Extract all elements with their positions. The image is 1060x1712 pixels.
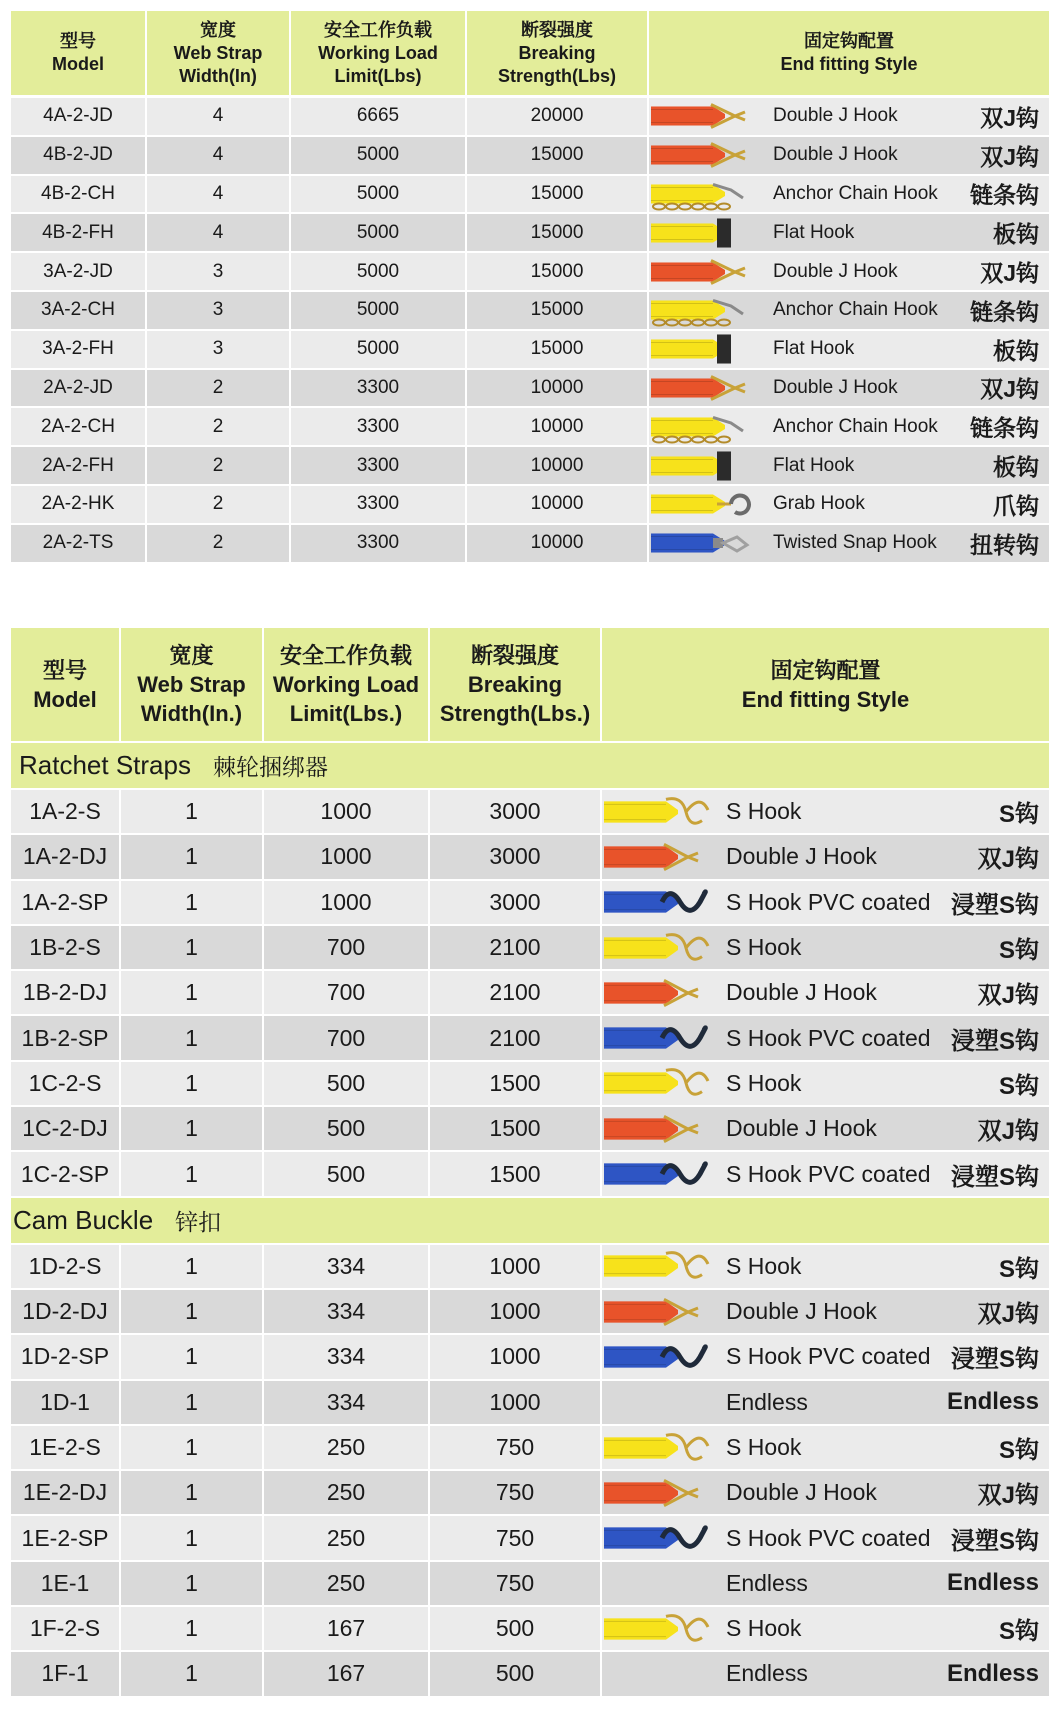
table-row bbox=[11, 1607, 1049, 1652]
cell-width: 1 bbox=[121, 1471, 264, 1514]
cell-working-load: 3300 bbox=[291, 525, 467, 562]
snap-strap-icon bbox=[651, 526, 763, 560]
end-fitting-cn: S钩 bbox=[998, 1072, 1039, 1100]
cell-end-fitting bbox=[602, 1152, 1049, 1195]
end-fitting-cn: 浸塑S钩 bbox=[950, 1163, 1039, 1191]
end-fitting-cn: 浸塑S钩 bbox=[950, 891, 1039, 919]
cell-width: 1 bbox=[121, 971, 264, 1014]
end-fitting-cn: Endless bbox=[946, 1659, 1039, 1687]
cell-end-fitting bbox=[649, 447, 1049, 484]
end-fitting-en: S Hook PVC coated bbox=[726, 1160, 931, 1187]
cell-working-load: 500 bbox=[264, 1152, 430, 1195]
cell-working-load: 700 bbox=[264, 926, 430, 969]
cell-width: 2 bbox=[147, 525, 291, 562]
table-row bbox=[11, 1062, 1049, 1107]
cell-end-fitting bbox=[602, 790, 1049, 833]
cell-end-fitting bbox=[649, 253, 1049, 290]
table-row bbox=[11, 331, 1049, 370]
cell-width: 1 bbox=[121, 1152, 264, 1195]
chain-strap-icon bbox=[651, 410, 763, 444]
cell-width: 1 bbox=[121, 1607, 264, 1650]
double-j-strap-icon bbox=[651, 138, 763, 172]
end-fitting-cn: 板钩 bbox=[993, 337, 1039, 364]
cell-breaking-strength: 10000 bbox=[467, 370, 649, 407]
section-title-en: Ratchet Straps bbox=[19, 750, 191, 780]
table-row bbox=[11, 1381, 1049, 1426]
header-model: 型号 Model bbox=[11, 628, 121, 741]
end-fitting-en: Grab Hook bbox=[773, 493, 865, 515]
cell-model: 1E-2-S bbox=[11, 1426, 121, 1469]
cell-end-fitting bbox=[602, 1426, 1049, 1469]
s-strap-icon bbox=[604, 1610, 716, 1648]
table-row bbox=[11, 1652, 1049, 1697]
cell-working-load: 250 bbox=[264, 1562, 430, 1605]
header-breaking-strength: 断裂强度 Breaking Strength(Lbs.) bbox=[430, 628, 602, 741]
end-fitting-en: Double J Hook bbox=[773, 376, 898, 398]
table-row bbox=[11, 1016, 1049, 1061]
cell-model: 1A-2-S bbox=[11, 790, 121, 833]
table-row bbox=[11, 835, 1049, 880]
cell-width: 2 bbox=[147, 408, 291, 445]
cell-breaking-strength: 750 bbox=[430, 1516, 602, 1559]
cell-breaking-strength: 15000 bbox=[467, 214, 649, 251]
end-fitting-cn: 链条钩 bbox=[970, 298, 1039, 325]
cell-working-load: 3300 bbox=[291, 447, 467, 484]
s-pvc-strap-icon bbox=[604, 1519, 716, 1557]
cell-end-fitting bbox=[649, 486, 1049, 523]
table-row bbox=[11, 790, 1049, 835]
cell-model: 1E-2-SP bbox=[11, 1516, 121, 1559]
cell-model: 3A-2-JD bbox=[11, 253, 147, 290]
double-j-strap-icon bbox=[651, 99, 763, 133]
cell-width: 4 bbox=[147, 214, 291, 251]
table-row bbox=[11, 1107, 1049, 1152]
end-fitting-cn: S钩 bbox=[998, 1437, 1039, 1464]
cell-breaking-strength: 750 bbox=[430, 1562, 602, 1605]
cell-breaking-strength: 500 bbox=[430, 1607, 602, 1650]
table-row bbox=[11, 525, 1049, 564]
cell-end-fitting bbox=[602, 971, 1049, 1014]
end-fitting-en: Double J Hook bbox=[726, 1115, 877, 1142]
cell-model: 2A-2-CH bbox=[11, 408, 147, 445]
cell-working-load: 250 bbox=[264, 1471, 430, 1514]
end-fitting-cn: 浸塑S钩 bbox=[950, 1527, 1039, 1555]
cell-width: 4 bbox=[147, 176, 291, 213]
cell-end-fitting bbox=[649, 408, 1049, 445]
end-fitting-en: S Hook bbox=[726, 1615, 802, 1642]
end-fitting-en: Flat Hook bbox=[773, 338, 855, 360]
cell-model: 4B-2-CH bbox=[11, 176, 147, 213]
cell-working-load: 334 bbox=[264, 1335, 430, 1378]
cell-model: 4B-2-JD bbox=[11, 137, 147, 174]
double-j-strap-icon bbox=[604, 1293, 716, 1331]
end-fitting-en: Double J Hook bbox=[726, 843, 877, 870]
cell-width: 1 bbox=[121, 1426, 264, 1469]
table-row bbox=[11, 214, 1049, 253]
end-fitting-en: S Hook PVC coated bbox=[726, 1024, 931, 1051]
cell-end-fitting bbox=[602, 1335, 1049, 1378]
cell-breaking-strength: 15000 bbox=[467, 137, 649, 174]
s-strap-icon bbox=[604, 929, 716, 967]
section-title-en: Cam Buckle bbox=[13, 1204, 154, 1235]
cell-working-load: 500 bbox=[264, 1107, 430, 1150]
end-fitting-cn: 链条钩 bbox=[970, 182, 1039, 209]
cell-end-fitting bbox=[602, 1107, 1049, 1150]
end-fitting-cn: 链条钩 bbox=[970, 415, 1039, 442]
cell-working-load: 167 bbox=[264, 1652, 430, 1695]
double-j-strap-icon bbox=[651, 371, 763, 405]
cell-model: 3A-2-FH bbox=[11, 331, 147, 368]
table-row bbox=[11, 98, 1049, 137]
end-fitting-en: Flat Hook bbox=[773, 221, 855, 243]
end-fitting-en: S Hook PVC coated bbox=[726, 888, 931, 915]
end-fitting-cn: 浸塑S钩 bbox=[950, 1027, 1039, 1055]
end-fitting-cn: 双J钩 bbox=[977, 1301, 1039, 1329]
table-row bbox=[11, 1152, 1049, 1197]
cell-end-fitting bbox=[602, 1607, 1049, 1650]
s-pvc-strap-icon bbox=[604, 1338, 716, 1376]
table-row bbox=[11, 926, 1049, 971]
table-row bbox=[11, 1471, 1049, 1516]
end-fitting-cn: S钩 bbox=[998, 1618, 1039, 1646]
cell-model: 1E-1 bbox=[11, 1562, 121, 1605]
end-fitting-cn: 双J钩 bbox=[980, 104, 1039, 131]
cell-end-fitting bbox=[602, 1381, 1049, 1424]
cell-width: 1 bbox=[121, 926, 264, 969]
cell-breaking-strength: 2100 bbox=[430, 1016, 602, 1059]
cell-working-load: 5000 bbox=[291, 253, 467, 290]
cell-breaking-strength: 3000 bbox=[430, 835, 602, 878]
header-breaking-strength: 断裂强度 Breaking Strength(Lbs) bbox=[467, 11, 649, 95]
cell-model: 1F-1 bbox=[11, 1652, 121, 1695]
table-row bbox=[11, 253, 1049, 292]
chain-strap-icon bbox=[651, 177, 763, 211]
cell-working-load: 700 bbox=[264, 971, 430, 1014]
cell-end-fitting bbox=[649, 98, 1049, 135]
flat-strap-icon bbox=[651, 332, 763, 366]
table-body bbox=[11, 98, 1049, 564]
cell-breaking-strength: 20000 bbox=[467, 98, 649, 135]
spec-table-light-duty bbox=[11, 628, 1049, 1698]
cell-breaking-strength: 750 bbox=[430, 1471, 602, 1514]
cell-working-load: 250 bbox=[264, 1516, 430, 1559]
cell-working-load: 6665 bbox=[291, 98, 467, 135]
cell-width: 1 bbox=[121, 1107, 264, 1150]
cell-working-load: 334 bbox=[264, 1245, 430, 1288]
header-width: 宽度 Web Strap Width(In) bbox=[147, 11, 291, 95]
cell-width: 4 bbox=[147, 137, 291, 174]
cell-model: 4B-2-FH bbox=[11, 214, 147, 251]
cell-end-fitting bbox=[602, 1016, 1049, 1059]
cell-end-fitting bbox=[649, 214, 1049, 251]
section-title-zh: 棘轮捆绑器 bbox=[212, 754, 328, 780]
table-header bbox=[11, 628, 1049, 743]
end-fitting-cn: S钩 bbox=[998, 801, 1039, 829]
cell-end-fitting bbox=[602, 1562, 1049, 1605]
chain-strap-icon bbox=[651, 293, 763, 327]
double-j-strap-icon bbox=[604, 974, 716, 1012]
cell-model: 1E-2-DJ bbox=[11, 1471, 121, 1514]
cell-model: 1C-2-SP bbox=[11, 1152, 121, 1195]
cell-breaking-strength: 15000 bbox=[467, 331, 649, 368]
cell-width: 4 bbox=[147, 98, 291, 135]
cell-working-load: 1000 bbox=[264, 790, 430, 833]
cell-width: 2 bbox=[147, 486, 291, 523]
cell-end-fitting bbox=[602, 1290, 1049, 1333]
end-fitting-en: Endless bbox=[726, 1569, 808, 1596]
cell-working-load: 700 bbox=[264, 1016, 430, 1059]
table-row bbox=[11, 1426, 1049, 1471]
cell-width: 1 bbox=[121, 790, 264, 833]
cell-working-load: 3300 bbox=[291, 486, 467, 523]
table-body bbox=[11, 743, 1049, 1698]
cell-breaking-strength: 1000 bbox=[430, 1245, 602, 1288]
flat-strap-icon bbox=[651, 449, 763, 483]
end-fitting-en: S Hook bbox=[726, 1434, 802, 1460]
cell-end-fitting bbox=[602, 1516, 1049, 1559]
cell-breaking-strength: 10000 bbox=[467, 408, 649, 445]
cell-working-load: 5000 bbox=[291, 331, 467, 368]
cell-width: 1 bbox=[121, 1652, 264, 1695]
table-row bbox=[11, 486, 1049, 525]
cell-working-load: 1000 bbox=[264, 881, 430, 924]
cell-breaking-strength: 1500 bbox=[430, 1152, 602, 1195]
cell-width: 1 bbox=[121, 1290, 264, 1333]
cell-breaking-strength: 15000 bbox=[467, 176, 649, 213]
cell-width: 1 bbox=[121, 881, 264, 924]
cell-end-fitting bbox=[649, 137, 1049, 174]
table-row bbox=[11, 1290, 1049, 1335]
table-row bbox=[11, 971, 1049, 1016]
end-fitting-en: Double J Hook bbox=[726, 1298, 877, 1325]
cell-model: 1B-2-DJ bbox=[11, 971, 121, 1014]
cell-model: 1A-2-DJ bbox=[11, 835, 121, 878]
cell-width: 1 bbox=[121, 1562, 264, 1605]
cell-end-fitting bbox=[602, 1652, 1049, 1695]
cell-model: 1D-2-DJ bbox=[11, 1290, 121, 1333]
end-fitting-cn: S钩 bbox=[998, 937, 1039, 965]
cell-model: 1F-2-S bbox=[11, 1607, 121, 1650]
cell-model: 1C-2-DJ bbox=[11, 1107, 121, 1150]
cell-model: 1A-2-SP bbox=[11, 881, 121, 924]
cell-breaking-strength: 1000 bbox=[430, 1290, 602, 1333]
cell-breaking-strength: 1000 bbox=[430, 1381, 602, 1424]
cell-model: 2A-2-TS bbox=[11, 525, 147, 562]
end-fitting-cn: 浸塑S钩 bbox=[950, 1346, 1039, 1374]
cell-breaking-strength: 1500 bbox=[430, 1107, 602, 1150]
cell-end-fitting bbox=[602, 1471, 1049, 1514]
header-working-load: 安全工作负载 Working Load Limit(Lbs) bbox=[291, 11, 467, 95]
end-fitting-en: Double J Hook bbox=[726, 979, 877, 1006]
end-fitting-en: S Hook PVC coated bbox=[726, 1343, 931, 1370]
flat-strap-icon bbox=[651, 216, 763, 250]
s-pvc-strap-icon bbox=[604, 1019, 716, 1057]
end-fitting-cn: 双J钩 bbox=[980, 143, 1039, 170]
end-fitting-cn: 双J钩 bbox=[977, 982, 1039, 1010]
end-fitting-cn: 爪钩 bbox=[993, 492, 1039, 519]
cell-model: 2A-2-HK bbox=[11, 486, 147, 523]
cell-end-fitting bbox=[602, 1245, 1049, 1288]
cell-breaking-strength: 3000 bbox=[430, 790, 602, 833]
end-fitting-en: Double J Hook bbox=[773, 260, 898, 282]
cell-model: 1D-1 bbox=[11, 1381, 121, 1424]
table-row bbox=[11, 1335, 1049, 1380]
cell-breaking-strength: 15000 bbox=[467, 292, 649, 329]
end-fitting-en: Endless bbox=[726, 1388, 808, 1415]
s-strap-icon bbox=[604, 1247, 716, 1285]
cell-working-load: 334 bbox=[264, 1381, 430, 1424]
cell-breaking-strength: 10000 bbox=[467, 486, 649, 523]
cell-width: 3 bbox=[147, 292, 291, 329]
s-strap-icon bbox=[604, 1064, 716, 1102]
cell-model: 1B-2-S bbox=[11, 926, 121, 969]
cell-width: 1 bbox=[121, 835, 264, 878]
s-strap-icon bbox=[604, 793, 716, 831]
cell-model: 1C-2-S bbox=[11, 1062, 121, 1105]
cell-model: 4A-2-JD bbox=[11, 98, 147, 135]
cell-working-load: 500 bbox=[264, 1062, 430, 1105]
grab-strap-icon bbox=[651, 487, 763, 521]
end-fitting-en: Anchor Chain Hook bbox=[773, 299, 938, 321]
end-fitting-cn: 双J钩 bbox=[977, 846, 1039, 874]
cell-working-load: 1000 bbox=[264, 835, 430, 878]
end-fitting-en: Flat Hook bbox=[773, 454, 855, 476]
cell-end-fitting bbox=[649, 331, 1049, 368]
cell-breaking-strength: 1500 bbox=[430, 1062, 602, 1105]
end-fitting-en: Double J Hook bbox=[773, 105, 898, 127]
section-heading bbox=[11, 1198, 1049, 1245]
double-j-strap-icon bbox=[604, 1110, 716, 1148]
end-fitting-en: S Hook bbox=[726, 1069, 802, 1096]
cell-end-fitting bbox=[602, 1062, 1049, 1105]
end-fitting-cn: 双J钩 bbox=[980, 260, 1039, 287]
end-fitting-en: Twisted Snap Hook bbox=[773, 532, 937, 554]
cell-breaking-strength: 2100 bbox=[430, 971, 602, 1014]
cell-end-fitting bbox=[649, 176, 1049, 213]
end-fitting-cn: 双J钩 bbox=[977, 1482, 1039, 1510]
table-row bbox=[11, 1516, 1049, 1561]
end-fitting-en: Double J Hook bbox=[773, 144, 898, 166]
end-fitting-cn: Endless bbox=[946, 1569, 1039, 1597]
cell-width: 3 bbox=[147, 331, 291, 368]
end-fitting-cn: 扭转钩 bbox=[970, 531, 1039, 558]
cell-working-load: 3300 bbox=[291, 408, 467, 445]
cell-width: 1 bbox=[121, 1245, 264, 1288]
cell-model: 2A-2-FH bbox=[11, 447, 147, 484]
header-end-fitting: 固定钩配置 End fitting Style bbox=[780, 31, 918, 74]
table-header bbox=[11, 11, 1049, 98]
cell-model: 1D-2-S bbox=[11, 1245, 121, 1288]
s-pvc-strap-icon bbox=[604, 883, 716, 921]
cell-width: 3 bbox=[147, 253, 291, 290]
table-row bbox=[11, 1245, 1049, 1290]
cell-width: 2 bbox=[147, 370, 291, 407]
table-row bbox=[11, 370, 1049, 409]
cell-model: 2A-2-JD bbox=[11, 370, 147, 407]
cell-width: 1 bbox=[121, 1381, 264, 1424]
end-fitting-cn: 双J钩 bbox=[977, 1118, 1039, 1146]
double-j-strap-icon bbox=[604, 1474, 716, 1512]
cell-end-fitting bbox=[602, 881, 1049, 924]
cell-model: 1B-2-SP bbox=[11, 1016, 121, 1059]
header-working-load: 安全工作负载 Working Load Limit(Lbs.) bbox=[264, 628, 430, 741]
end-fitting-en: S Hook bbox=[726, 798, 802, 825]
cell-width: 2 bbox=[147, 447, 291, 484]
table-row bbox=[11, 292, 1049, 331]
cell-width: 1 bbox=[121, 1016, 264, 1059]
end-fitting-en: Endless bbox=[726, 1660, 808, 1687]
s-pvc-strap-icon bbox=[604, 1155, 716, 1193]
cell-working-load: 334 bbox=[264, 1290, 430, 1333]
table-row bbox=[11, 447, 1049, 486]
table-row bbox=[11, 176, 1049, 215]
cell-end-fitting bbox=[649, 525, 1049, 562]
end-fitting-en: S Hook bbox=[726, 934, 802, 961]
cell-working-load: 5000 bbox=[291, 292, 467, 329]
spec-table-heavy-duty bbox=[11, 11, 1049, 564]
end-fitting-cn: S钩 bbox=[998, 1255, 1039, 1283]
end-fitting-cn: 双J钩 bbox=[980, 376, 1039, 403]
cell-breaking-strength: 10000 bbox=[467, 447, 649, 484]
cell-working-load: 5000 bbox=[291, 176, 467, 213]
double-j-strap-icon bbox=[604, 838, 716, 876]
end-fitting-cn: 板钩 bbox=[993, 221, 1039, 248]
cell-end-fitting bbox=[602, 926, 1049, 969]
cell-working-load: 250 bbox=[264, 1426, 430, 1469]
table-row bbox=[11, 881, 1049, 926]
cell-breaking-strength: 15000 bbox=[467, 253, 649, 290]
table-row bbox=[11, 408, 1049, 447]
cell-working-load: 5000 bbox=[291, 214, 467, 251]
end-fitting-en: Double J Hook bbox=[726, 1479, 877, 1506]
header-model: 型号 Model bbox=[11, 11, 147, 95]
end-fitting-en: Anchor Chain Hook bbox=[773, 415, 938, 437]
cell-working-load: 3300 bbox=[291, 370, 467, 407]
cell-model: 3A-2-CH bbox=[11, 292, 147, 329]
cell-width: 1 bbox=[121, 1335, 264, 1378]
cell-width: 1 bbox=[121, 1516, 264, 1559]
cell-end-fitting bbox=[649, 292, 1049, 329]
cell-breaking-strength: 3000 bbox=[430, 881, 602, 924]
cell-breaking-strength: 2100 bbox=[430, 926, 602, 969]
double-j-strap-icon bbox=[651, 255, 763, 289]
end-fitting-en: S Hook PVC coated bbox=[726, 1524, 931, 1551]
table-row bbox=[11, 1562, 1049, 1607]
end-fitting-cn: 板钩 bbox=[993, 454, 1039, 481]
cell-breaking-strength: 1000 bbox=[430, 1335, 602, 1378]
s-strap-icon bbox=[604, 1429, 716, 1467]
header-end-fitting: 固定钩配置 End fitting Style bbox=[741, 657, 910, 712]
cell-model: 1D-2-SP bbox=[11, 1335, 121, 1378]
cell-breaking-strength: 10000 bbox=[467, 525, 649, 562]
end-fitting-cn: Endless bbox=[946, 1388, 1039, 1416]
cell-breaking-strength: 500 bbox=[430, 1652, 602, 1695]
cell-breaking-strength: 750 bbox=[430, 1426, 602, 1469]
cell-end-fitting bbox=[602, 835, 1049, 878]
section-heading bbox=[11, 743, 1049, 790]
cell-width: 1 bbox=[121, 1062, 264, 1105]
end-fitting-en: Anchor Chain Hook bbox=[773, 182, 938, 204]
end-fitting-en: S Hook bbox=[726, 1252, 802, 1279]
table-row bbox=[11, 137, 1049, 176]
section-title-zh: 锌扣 bbox=[175, 1208, 222, 1235]
cell-working-load: 5000 bbox=[291, 137, 467, 174]
cell-working-load: 167 bbox=[264, 1607, 430, 1650]
cell-end-fitting bbox=[649, 370, 1049, 407]
header-width: 宽度 Web Strap Width(In.) bbox=[121, 628, 264, 741]
